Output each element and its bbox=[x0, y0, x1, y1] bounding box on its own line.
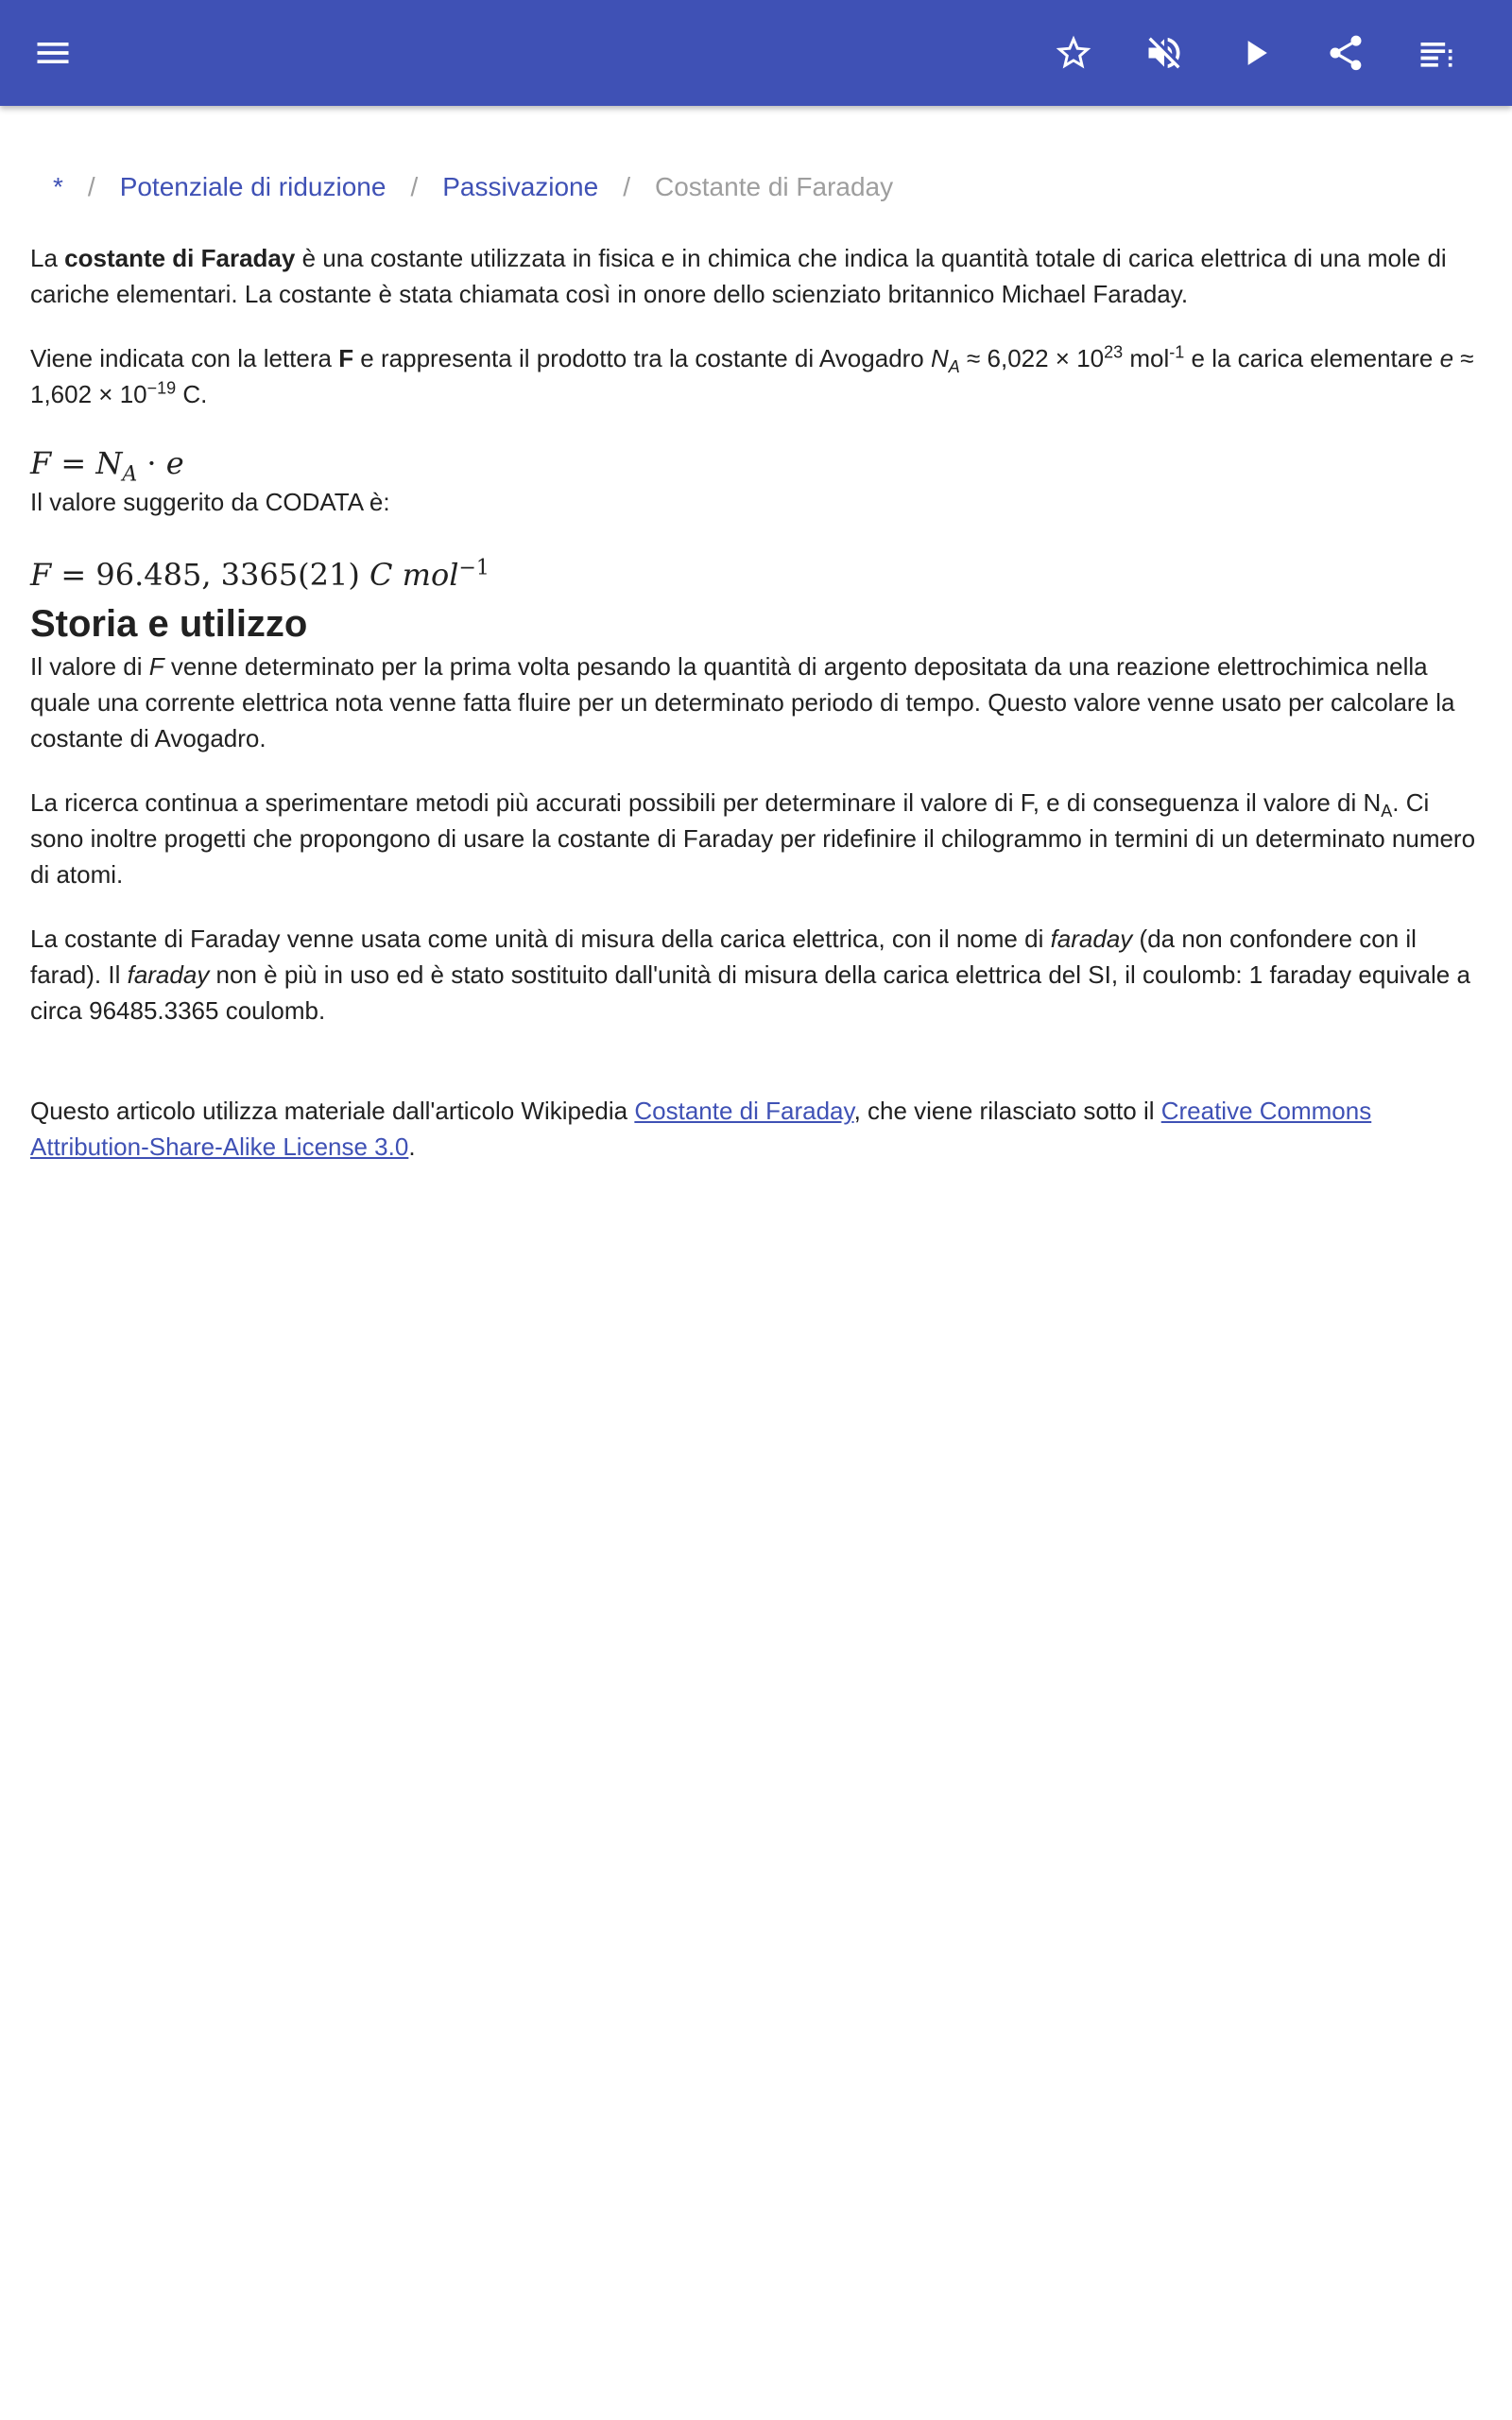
subscript: A bbox=[948, 357, 960, 377]
text: ≈ 6,022 × 10 bbox=[959, 344, 1105, 372]
text: . bbox=[408, 1132, 416, 1161]
wikipedia-article-link[interactable]: Costante di Faraday bbox=[634, 1097, 854, 1125]
superscript: -1 bbox=[1169, 342, 1185, 362]
formula-operator: · bbox=[137, 445, 166, 481]
section-heading: Storia e utilizzo bbox=[30, 603, 308, 645]
term-bold: costante di Faraday bbox=[64, 244, 296, 272]
breadcrumb-separator: / bbox=[87, 172, 95, 201]
star-outline-icon bbox=[1053, 32, 1094, 74]
formula-unit: C mol bbox=[369, 557, 459, 593]
formula-codata-value bbox=[30, 554, 1482, 596]
attribution-paragraph bbox=[30, 1093, 1482, 1165]
formula-operator: = bbox=[51, 445, 96, 481]
share-icon bbox=[1325, 32, 1366, 74]
text: mol bbox=[1123, 344, 1170, 372]
playlist-icon bbox=[1416, 32, 1457, 74]
article-content bbox=[30, 161, 1482, 1165]
formula-operator: = bbox=[51, 557, 96, 593]
text: , che viene rilasciato sotto il bbox=[853, 1097, 1161, 1125]
codata-label: Il valore suggerito da CODATA è: bbox=[30, 488, 390, 516]
text: . Ci sono inoltre progetti che propongono di usare la costante di Faraday per ridefinire il chilogrammo in termini di un determinato numero di atomi. bbox=[30, 788, 1476, 889]
text: La ricerca continua a sperimentare metodi più accurati possibili per determinare il valore di F, e di conseguenza il valore di N bbox=[30, 788, 1382, 817]
formula-symbol: e bbox=[165, 445, 184, 481]
formula-superscript: −1 bbox=[458, 556, 490, 580]
term-italic: faraday bbox=[1050, 925, 1133, 953]
mute-button[interactable] bbox=[1130, 19, 1198, 87]
menu-button[interactable] bbox=[19, 19, 87, 87]
license-link[interactable]: Creative Commons Attribution-Share-Alike License 3.0 bbox=[30, 1097, 1372, 1161]
text: La costante di Faraday venne usata come unità di misura della carica elettrica, con il nome di bbox=[30, 925, 1051, 953]
unit-paragraph bbox=[30, 921, 1482, 1028]
breadcrumb-current: Costante di Faraday bbox=[654, 172, 894, 201]
term-italic: faraday bbox=[127, 960, 210, 989]
favorite-button[interactable] bbox=[1040, 19, 1108, 87]
research-paragraph bbox=[30, 785, 1482, 892]
text: C. bbox=[176, 380, 208, 408]
text: è una costante utilizzata in fisica e in chimica che indica la quantità totale di carica elettrica di una mole di cariche elementari. La costante è stata chiamata così in onore dello scienziato britannico Michael Faraday. bbox=[30, 244, 1447, 308]
text: (da non confondere con il farad). Il bbox=[30, 925, 1417, 989]
share-button[interactable] bbox=[1312, 19, 1380, 87]
symbol-italic: e bbox=[1439, 344, 1454, 372]
superscript: −19 bbox=[146, 378, 177, 398]
intro-paragraph bbox=[30, 240, 1482, 312]
text: Questo articolo utilizza materiale dall'articolo Wikipedia bbox=[30, 1097, 635, 1125]
superscript: 23 bbox=[1104, 342, 1124, 362]
breadcrumb-separator: / bbox=[623, 172, 630, 201]
menu-icon bbox=[32, 32, 74, 74]
breadcrumb bbox=[30, 161, 1482, 214]
formula-symbol: F bbox=[30, 445, 52, 481]
play-icon bbox=[1234, 32, 1276, 74]
text: La bbox=[30, 244, 65, 272]
text: ≈ 1,602 × 10 bbox=[30, 344, 1474, 408]
text: e la carica elementare bbox=[1184, 344, 1440, 372]
symbol-italic: N bbox=[931, 344, 949, 372]
symbol-bold: F bbox=[338, 344, 354, 372]
text: Viene indicata con la lettera bbox=[30, 344, 339, 372]
breadcrumb-item-passivazione[interactable]: Passivazione bbox=[442, 172, 599, 201]
formula-value: 96.485, 3365(21) bbox=[95, 557, 369, 593]
definition-paragraph bbox=[30, 340, 1482, 412]
playlist-button[interactable] bbox=[1402, 19, 1470, 87]
formula-symbol: N bbox=[95, 445, 123, 481]
symbol-italic: F bbox=[148, 652, 164, 681]
formula-subscript: A bbox=[122, 462, 138, 487]
play-button[interactable] bbox=[1221, 19, 1289, 87]
formula-symbol: F bbox=[30, 557, 52, 593]
text: Il valore di bbox=[30, 652, 149, 681]
breadcrumb-home[interactable]: * bbox=[53, 172, 63, 201]
formula-faraday-product bbox=[30, 442, 1482, 487]
subscript: A bbox=[1381, 802, 1393, 821]
text: venne determinato per la prima volta pesando la quantità di argento depositata da una reazione elettrochimica nella quale una corrente elettrica nota venne fatta fluire per un determinato periodo di tempo. Questo valore venne usato per calcolare la costante di Avogadro. bbox=[30, 652, 1455, 752]
breadcrumb-separator: / bbox=[410, 172, 419, 201]
volume-off-icon bbox=[1143, 32, 1185, 74]
breadcrumb-item-potenziale[interactable]: Potenziale di riduzione bbox=[119, 172, 387, 201]
text: non è più in uso ed è stato sostituito dall'unità di misura della carica elettrica del SI, il coulomb: 1 faraday equivale a circa 96485.3365 coulomb. bbox=[30, 960, 1470, 1025]
text: e rappresenta il prodotto tra la costante di Avogadro bbox=[353, 344, 931, 372]
history-paragraph bbox=[30, 648, 1482, 756]
app-bar bbox=[0, 0, 1512, 106]
